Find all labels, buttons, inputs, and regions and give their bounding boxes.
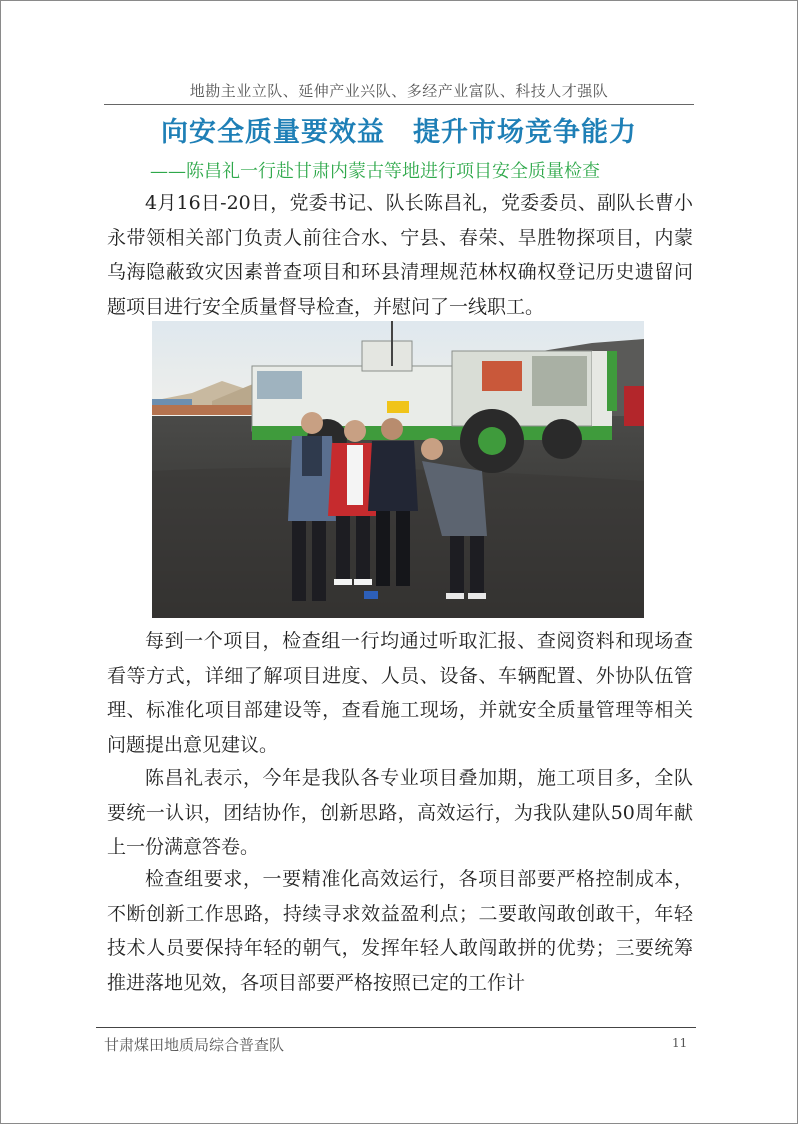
footer-organization: 甘肃煤田地质局综合普查队: [104, 1036, 285, 1054]
article-paragraph-4: 检查组要求，一要精准化高效运行，各项目部要严格控制成本，不断创新工作思路，持续寻求效益盈利点；二要敢闯敢创敢干，年轻技术人员要保持年轻的朝气，发挥年轻人敢闯敢拼的优势；三要统筹推进落地见效，各项目部要严格按照已定的工作计: [107, 868, 693, 994]
article-paragraph-1: 4月16日-20日，党委书记、队长陈昌礼，党委委员、副队长曹小永带领相关部门负责人前往合水、宁县、春荣、旱胜物探项目，内蒙乌海隐蔽致灾因素普查项目和环县清理规范林权确权登记历史遗留问题项目进行安全质量督导检查，并慰问了一线职工。: [107, 192, 693, 318]
article-paragraph-3: 陈昌礼表示，今年是我队各专业项目叠加期，施工项目多，全队要统一认识，团结协作，创新思路，高效运行，为我队建队50周年献上一份满意答卷。: [107, 767, 693, 858]
page-number: 11: [672, 1036, 688, 1050]
footer-divider: [96, 1027, 696, 1028]
header-divider: [104, 104, 694, 105]
article-photo: [152, 321, 644, 618]
header-slogan: 地勘主业立队、延伸产业兴队、多经产业富队、科技人才强队: [189, 82, 609, 100]
article-title: 向安全质量要效益 提升市场竞争能力: [161, 117, 637, 148]
article-subtitle: ——陈昌礼一行赴甘肃内蒙古等地进行项目安全质量检查: [150, 161, 600, 182]
article-paragraph-2: 每到一个项目，检查组一行均通过听取汇报、查阅资料和现场查看等方式，详细了解项目进度、人员、设备、车辆配置、外协队伍管理、标准化项目部建设等，查看施工现场，并就安全质量管理等相关问题提出意见建议。: [107, 630, 693, 756]
